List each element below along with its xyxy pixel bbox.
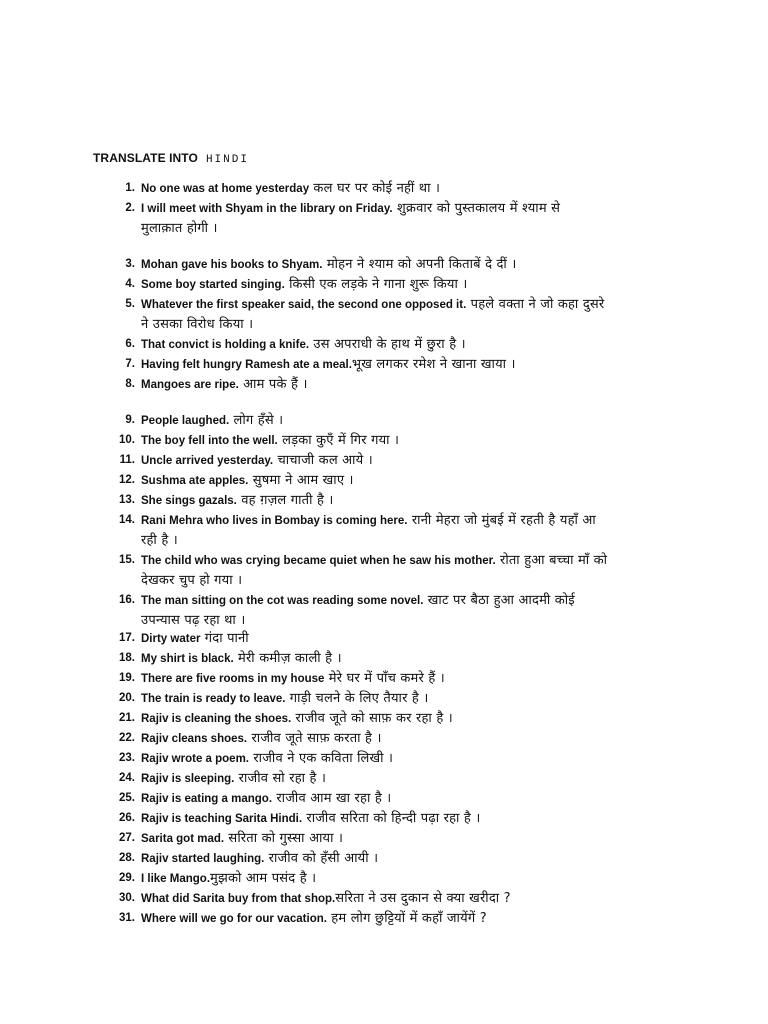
hindi-translation: ने उसका विरोध किया । — [141, 317, 254, 332]
item-body — [141, 628, 667, 648]
list-item — [107, 490, 667, 510]
list-item — [107, 178, 667, 198]
item-line — [141, 648, 667, 668]
english-sentence: She sings gazals. — [141, 495, 237, 507]
hindi-translation: खाट पर बैठा हुआ आदमी कोई — [423, 593, 575, 608]
item-body — [141, 888, 667, 908]
item-line — [141, 908, 667, 928]
hindi-translation: मोहन ने श्याम को अपनी किताबें दे दीं । — [322, 257, 517, 272]
item-number: 16. — [119, 594, 135, 606]
item-number: 26. — [119, 812, 135, 824]
english-sentence: What did Sarita buy from that shop. — [141, 893, 336, 905]
english-sentence: Whatever the first speaker said, the second one opposed it. — [141, 299, 467, 311]
item-number: 10. — [119, 434, 135, 446]
item-line — [141, 688, 667, 708]
list-item — [107, 888, 667, 908]
list-item — [107, 748, 667, 768]
item-body — [141, 550, 667, 590]
hindi-translation: हम लोग छुट्टियों में कहाँ जायेंगें ? — [326, 911, 487, 926]
item-line — [141, 450, 667, 470]
english-sentence: Mangoes are ripe. — [141, 379, 239, 391]
list-item — [107, 668, 667, 688]
hindi-translation: सुषमा ने आम खाए । — [248, 473, 354, 488]
english-sentence: Rajiv is teaching Sarita Hindi. — [141, 813, 303, 825]
item-line — [141, 218, 667, 238]
list-item — [107, 728, 667, 748]
item-line — [141, 470, 667, 490]
hindi-translation: गंदा पानी — [200, 631, 249, 646]
item-number: 15. — [119, 554, 135, 566]
list-item — [107, 808, 667, 828]
list-item — [107, 648, 667, 668]
item-number: 4. — [125, 278, 135, 290]
hindi-translation: सरिता ने उस दुकान से क्या खरीदा ? — [335, 891, 511, 906]
item-line — [141, 748, 667, 768]
list-item — [107, 908, 667, 928]
item-number: 31. — [119, 912, 135, 924]
english-sentence: Uncle arrived yesterday. — [141, 455, 274, 467]
hindi-translation: राजीव सो रहा है । — [234, 771, 327, 786]
english-sentence: Rajiv cleans shoes. — [141, 733, 248, 745]
list-item — [107, 374, 667, 394]
english-sentence: Mohan gave his books to Shyam. — [141, 259, 323, 271]
english-sentence: I like Mango. — [141, 873, 211, 885]
item-body — [141, 470, 667, 490]
hindi-translation: राजीव को हँसी आयी । — [264, 851, 379, 866]
item-line — [141, 314, 667, 334]
item-body — [141, 374, 667, 394]
hindi-translation: गाड़ी चलने के लिए तैयार है । — [285, 691, 429, 706]
english-sentence: Rani Mehra who lives in Bombay is coming here. — [141, 515, 408, 527]
hindi-translation: आम पके हैं । — [238, 377, 308, 392]
item-body — [141, 708, 667, 728]
hindi-translation: उपन्यास पढ़ रहा था । — [141, 613, 246, 628]
item-body — [141, 788, 667, 808]
list-item — [107, 688, 667, 708]
item-body — [141, 178, 667, 198]
item-body — [141, 490, 667, 510]
hindi-translation: भूख लगकर रमेश ने खाना खाया । — [351, 357, 516, 372]
list-item — [107, 450, 667, 470]
item-line — [141, 510, 667, 530]
item-number: 17. — [119, 632, 135, 644]
item-line — [141, 530, 667, 550]
item-number: 28. — [119, 852, 135, 864]
item-line — [141, 274, 667, 294]
hindi-translation: मेरे घर में पाँच कमरे हैं । — [324, 671, 445, 686]
heading-language: HINDI — [205, 154, 249, 166]
item-body — [141, 648, 667, 668]
item-line — [141, 828, 667, 848]
item-number: 6. — [125, 338, 135, 350]
item-line — [141, 550, 667, 570]
english-sentence: There are five rooms in my house — [141, 673, 325, 685]
list-item — [107, 708, 667, 728]
hindi-translation: वह ग़ज़ल गाती है । — [236, 493, 334, 508]
item-body — [141, 728, 667, 748]
item-line — [141, 430, 667, 450]
hindi-translation: मुझको आम पसंद है । — [210, 871, 317, 886]
english-sentence: Dirty water — [141, 633, 201, 645]
item-number: 3. — [125, 258, 135, 270]
item-line — [141, 768, 667, 788]
list-item — [107, 828, 667, 848]
list-item — [107, 868, 667, 888]
list-item — [107, 550, 667, 590]
item-body — [141, 274, 667, 294]
list-item — [107, 254, 667, 274]
item-body — [141, 688, 667, 708]
hindi-translation: रही है । — [141, 533, 178, 548]
item-body — [141, 768, 667, 788]
hindi-translation: सरिता को गुस्सा आया । — [224, 831, 344, 846]
list-item — [107, 470, 667, 490]
heading-text: TRANSLATE INTO — [93, 151, 198, 165]
item-line — [141, 294, 667, 314]
item-number: 5. — [125, 298, 135, 310]
list-item — [107, 274, 667, 294]
english-sentence: Where will we go for our vacation. — [141, 913, 327, 925]
item-line — [141, 788, 667, 808]
item-line — [141, 808, 667, 828]
english-sentence: Rajiv is eating a mango. — [141, 793, 273, 805]
english-sentence: Rajiv started laughing. — [141, 853, 265, 865]
item-number: 9. — [125, 414, 135, 426]
item-body — [141, 848, 667, 868]
english-sentence: Having felt hungry Ramesh ate a meal. — [141, 359, 352, 371]
item-number: 25. — [119, 792, 135, 804]
item-number: 23. — [119, 752, 135, 764]
item-number: 7. — [125, 358, 135, 370]
item-number: 30. — [119, 892, 135, 904]
item-body — [141, 590, 667, 630]
item-body — [141, 808, 667, 828]
item-line — [141, 374, 667, 394]
list-item — [107, 334, 667, 354]
item-line — [141, 728, 667, 748]
hindi-translation: कल घर पर कोई नहीं था । — [309, 181, 441, 196]
list-item — [107, 198, 667, 238]
item-body — [141, 198, 667, 238]
item-number: 8. — [125, 378, 135, 390]
english-sentence: Rajiv is sleeping. — [141, 773, 235, 785]
hindi-translation: उस अपराधी के हाथ में छुरा है । — [309, 337, 466, 352]
item-body — [141, 410, 667, 430]
item-number: 19. — [119, 672, 135, 684]
item-line — [141, 490, 667, 510]
item-number: 18. — [119, 652, 135, 664]
hindi-translation: देखकर चुप हो गया । — [141, 573, 243, 588]
hindi-translation: किसी एक लड़के ने गाना शुरू किया । — [284, 277, 468, 292]
item-body — [141, 510, 667, 550]
hindi-translation: मेरी कमीज़ काली है । — [233, 651, 342, 666]
list-item — [107, 510, 667, 550]
item-number: 29. — [119, 872, 135, 884]
item-line — [141, 888, 667, 908]
item-number: 22. — [119, 732, 135, 744]
item-line — [141, 570, 667, 590]
item-line — [141, 178, 667, 198]
english-sentence: That convict is holding a knife. — [141, 339, 310, 351]
item-number: 14. — [119, 514, 135, 526]
item-body — [141, 354, 667, 374]
item-body — [141, 450, 667, 470]
item-line — [141, 354, 667, 374]
list-item — [107, 410, 667, 430]
item-line — [141, 334, 667, 354]
hindi-translation: राजीव ने एक कविता लिखी । — [249, 751, 394, 766]
english-sentence: Sarita got mad. — [141, 833, 225, 845]
item-body — [141, 668, 667, 688]
list-item — [107, 590, 667, 630]
english-sentence: The man sitting on the cot was reading some novel. — [141, 595, 424, 607]
hindi-translation: लोग हँसे । — [229, 413, 284, 428]
item-line — [141, 410, 667, 430]
item-line — [141, 668, 667, 688]
english-sentence: The child who was crying became quiet when he saw his mother. — [141, 555, 496, 567]
item-body — [141, 254, 667, 274]
item-line — [141, 254, 667, 274]
item-number: 27. — [119, 832, 135, 844]
item-line — [141, 198, 667, 218]
hindi-translation: राजीव सरिता को हिन्दी पढ़ा रहा है । — [302, 811, 481, 826]
item-line — [141, 590, 667, 610]
item-number: 24. — [119, 772, 135, 784]
item-body — [141, 908, 667, 928]
hindi-translation: मुलाक़ात होगी । — [141, 221, 218, 236]
item-body — [141, 334, 667, 354]
list-item — [107, 628, 667, 648]
hindi-translation: चाचाजी कल आये । — [273, 453, 373, 468]
item-body — [141, 430, 667, 450]
item-line — [141, 628, 667, 648]
item-line — [141, 708, 667, 728]
list-item — [107, 430, 667, 450]
list-item — [107, 294, 667, 334]
english-sentence: Rajiv wrote a poem. — [141, 753, 250, 765]
english-sentence: People laughed. — [141, 415, 230, 427]
english-sentence: My shirt is black. — [141, 653, 234, 665]
list-item — [107, 848, 667, 868]
english-sentence: No one was at home yesterday — [141, 183, 310, 195]
hindi-translation: रानी मेहरा जो मुंबई में रहती है यहाँ आ — [407, 513, 596, 528]
item-body — [141, 748, 667, 768]
item-number: 20. — [119, 692, 135, 704]
english-sentence: Some boy started singing. — [141, 279, 285, 291]
hindi-translation: शुक्रवार को पुस्तकालय में श्याम से — [392, 201, 561, 216]
list-item — [107, 768, 667, 788]
hindi-translation: राजीव जूते साफ़ करता है । — [247, 731, 382, 746]
item-number: 11. — [119, 454, 135, 466]
item-body — [141, 828, 667, 848]
item-number: 13. — [119, 494, 135, 506]
item-number: 12. — [119, 474, 135, 486]
item-number: 2. — [125, 202, 135, 214]
item-body — [141, 868, 667, 888]
list-item — [107, 788, 667, 808]
item-number: 1. — [125, 182, 135, 194]
hindi-translation: राजीव आम खा रहा है । — [272, 791, 392, 806]
item-line — [141, 848, 667, 868]
list-item — [107, 354, 667, 374]
hindi-translation: लड़का कुएँ में गिर गया । — [277, 433, 400, 448]
item-line — [141, 610, 667, 630]
english-sentence: The boy fell into the well. — [141, 435, 278, 447]
hindi-translation: पहले वक्ता ने जो कहा दुसरे — [466, 297, 605, 312]
english-sentence: Rajiv is cleaning the shoes. — [141, 713, 292, 725]
hindi-translation: रोता हुआ बच्चा माँ को — [495, 553, 608, 568]
item-number: 21. — [119, 712, 135, 724]
english-sentence: The train is ready to leave. — [141, 693, 286, 705]
english-sentence: I will meet with Shyam in the library on Friday. — [141, 203, 393, 215]
english-sentence: Sushma ate apples. — [141, 475, 249, 487]
item-line — [141, 868, 667, 888]
item-body — [141, 294, 667, 334]
hindi-translation: राजीव जूते को साफ़ कर रहा है । — [291, 711, 453, 726]
